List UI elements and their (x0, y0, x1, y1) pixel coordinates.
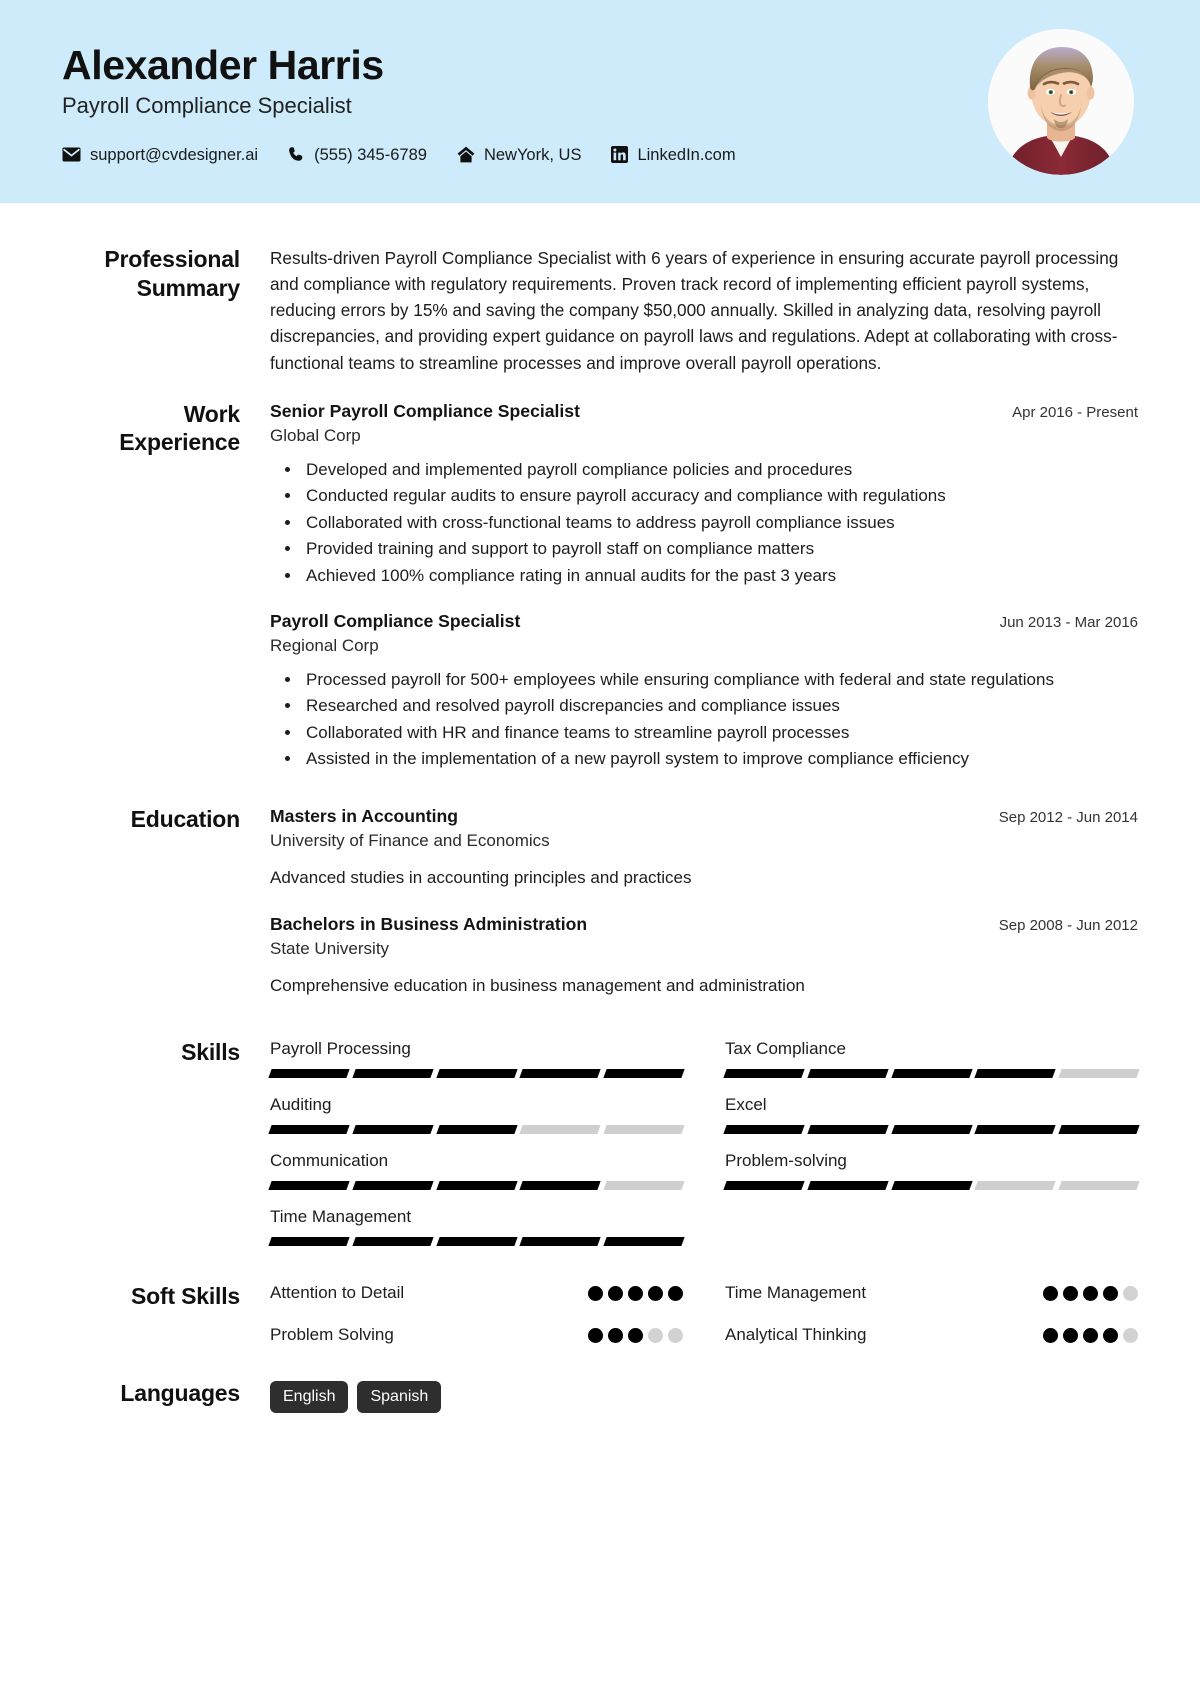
skill-bar-segment (604, 1069, 685, 1078)
experience-body (270, 398, 1138, 773)
languages-body (270, 1377, 1138, 1413)
skill-item (725, 1150, 1138, 1192)
avatar-photo (988, 29, 1134, 175)
page-title: Alexander Harris (62, 41, 384, 88)
skill-bar-segment (891, 1069, 972, 1078)
resume-body (0, 203, 1200, 1465)
skill-bar-segment (268, 1125, 349, 1134)
list-item: • Collaborated with cross-functional teams to address payroll compliance issues (302, 510, 1138, 536)
experience-entry-head (270, 400, 1138, 423)
skill-item (725, 1038, 1138, 1080)
education-body (270, 803, 1138, 998)
soft-skill-rating-dots (1043, 1286, 1138, 1301)
soft-skill-name: Time Management (725, 1283, 867, 1303)
rating-dot (1063, 1286, 1078, 1301)
soft-skill-name: Analytical Thinking (725, 1325, 867, 1345)
education-school: University of Finance and Economics (270, 830, 550, 850)
list-item: • Developed and implemented payroll compliance policies and procedures (302, 457, 1138, 483)
skill-name: Payroll Processing (270, 1038, 411, 1058)
section-skills (62, 1036, 1138, 1248)
skill-name: Time Management (270, 1207, 412, 1227)
experience-title: Senior Payroll Compliance Specialist (270, 400, 580, 421)
rating-dot (648, 1328, 663, 1343)
skill-item (270, 1150, 683, 1192)
contact-linkedin-text: LinkedIn.com (637, 145, 736, 164)
education-entry-head (270, 805, 1138, 828)
skill-bar-segment (520, 1237, 601, 1246)
contact-email[interactable] (62, 147, 258, 164)
education-school: State University (270, 939, 390, 959)
section-languages (62, 1377, 1138, 1413)
skill-bar-segment (520, 1181, 601, 1190)
list-item: • Provided training and support to payroll staff on compliance matters (302, 536, 1138, 562)
skill-bar-segment (436, 1125, 517, 1134)
skill-bar-segment (807, 1181, 888, 1190)
skill-name: Tax Compliance (725, 1038, 846, 1058)
skill-name: Auditing (270, 1095, 332, 1115)
skill-bar-segment (1059, 1181, 1140, 1190)
language-chip: English (270, 1381, 348, 1413)
header-identity-block (62, 40, 736, 164)
home-icon (457, 146, 475, 163)
soft-skill-rating-dots (588, 1286, 683, 1301)
skill-bar-segment (975, 1125, 1056, 1134)
rating-dot (648, 1286, 663, 1301)
rating-dot (608, 1328, 623, 1343)
skill-bar-segment (268, 1237, 349, 1246)
skill-bar-segment (520, 1125, 601, 1134)
skill-bar-segment (975, 1069, 1056, 1078)
skills-grid (270, 1038, 1138, 1248)
experience-bullets (270, 667, 1138, 772)
rating-dot (1063, 1328, 1078, 1343)
contact-phone[interactable] (288, 146, 427, 163)
experience-company: Global Corp (270, 425, 361, 445)
experience-entry (270, 610, 1138, 772)
soft-skill-rating-dots (1043, 1328, 1138, 1343)
summary-text: Results-driven Payroll Compliance Specialist with 6 years of experience in ensuring accurate payroll processing and compliance with regulatory requirements. Proven track record of implementing efficient payroll systems, reducing errors by 15% and saving the company $50,000 annually. Skilled in analyzing data, resolving payroll discrepancies, and providing expert guidance on payroll laws and regulations. Adept at collaborating with cross-functional teams to streamline processes and improve overall payroll operations. (270, 248, 1119, 373)
soft-skill-name: Attention to Detail (270, 1283, 405, 1303)
education-entry (270, 805, 1138, 890)
summary-body (270, 243, 1138, 376)
rating-dot (1043, 1286, 1058, 1301)
skills-body (270, 1036, 1138, 1248)
soft-skill-item (725, 1282, 1138, 1304)
skill-level-bar (725, 1125, 1138, 1134)
skill-bar-segment (520, 1069, 601, 1078)
soft-skills-body (270, 1280, 1138, 1346)
experience-entry (270, 400, 1138, 588)
skill-level-bar (270, 1237, 683, 1246)
skill-bar-segment (352, 1069, 433, 1078)
education-degree: Masters in Accounting (270, 805, 459, 826)
experience-date: Apr 2016 - Present (1012, 403, 1138, 421)
education-description: Advanced studies in accounting principles and practices (270, 867, 692, 887)
education-degree: Bachelors in Business Administration (270, 914, 588, 935)
soft-skills-grid (270, 1282, 1138, 1346)
rating-dot (668, 1328, 683, 1343)
contact-linkedin[interactable] (611, 146, 735, 163)
phone-icon (288, 146, 305, 163)
skill-item (270, 1038, 683, 1080)
job-title: Payroll Compliance Specialist (62, 93, 352, 119)
skill-bar-segment (891, 1181, 972, 1190)
section-work-experience (62, 398, 1138, 773)
skill-item (270, 1206, 683, 1248)
rating-dot (668, 1286, 683, 1301)
skill-bar-segment (891, 1125, 972, 1134)
skill-bar-segment (1059, 1125, 1140, 1134)
skill-bar-segment (268, 1069, 349, 1078)
section-label-soft-skills: Soft Skills (131, 1283, 240, 1310)
avatar (988, 29, 1134, 175)
skill-bar-segment (604, 1181, 685, 1190)
skill-bar-segment (723, 1069, 804, 1078)
skill-bar-segment (975, 1181, 1056, 1190)
soft-skill-item (270, 1282, 683, 1304)
experience-title: Payroll Compliance Specialist (270, 611, 521, 631)
experience-company: Regional Corp (270, 635, 379, 655)
section-education (62, 803, 1138, 998)
skill-bar-segment (807, 1069, 888, 1078)
soft-skill-name: Problem Solving (270, 1325, 394, 1345)
experience-entry-head (270, 610, 1138, 633)
skill-bar-segment (723, 1125, 804, 1134)
contact-email-text: support@cvdesigner.ai (90, 145, 259, 164)
contact-location[interactable] (457, 146, 582, 163)
list-item: • Processed payroll for 500+ employees while ensuring compliance with federal and state regulations (302, 667, 1138, 693)
skill-bar-segment (352, 1125, 433, 1134)
linkedin-icon (611, 146, 628, 163)
language-chip: Spanish (357, 1381, 441, 1413)
section-label-skills: Skills (181, 1038, 240, 1065)
skill-name: Excel (725, 1095, 767, 1115)
skill-bar-segment (436, 1237, 517, 1246)
experience-bullets (270, 457, 1138, 589)
resume-header (0, 0, 1200, 203)
soft-skill-item (725, 1324, 1138, 1346)
skill-level-bar (725, 1069, 1138, 1078)
skill-bar-segment (436, 1069, 517, 1078)
skill-name: Communication (270, 1151, 389, 1171)
education-description: Comprehensive education in business management and administration (270, 976, 805, 996)
skill-bar-segment (604, 1125, 685, 1134)
section-label-experience: Work Experience (119, 400, 240, 456)
skill-bar-segment (604, 1237, 685, 1246)
section-label-education: Education (130, 805, 240, 832)
education-date: Sep 2008 - Jun 2012 (998, 917, 1138, 935)
rating-dot (1123, 1328, 1138, 1343)
rating-dot (588, 1286, 603, 1301)
rating-dot (1103, 1286, 1118, 1301)
section-professional-summary (62, 243, 1138, 376)
list-item: • Assisted in the implementation of a new payroll system to improve compliance efficiency (302, 746, 1138, 772)
rating-dot (1083, 1328, 1098, 1343)
skill-item (270, 1094, 683, 1136)
section-label-languages: Languages (120, 1379, 240, 1406)
skill-level-bar (270, 1125, 683, 1134)
education-date: Sep 2012 - Jun 2014 (998, 808, 1138, 826)
email-icon (62, 147, 81, 162)
skill-bar-segment (268, 1181, 349, 1190)
soft-skill-item (270, 1324, 683, 1346)
skill-level-bar (270, 1069, 683, 1078)
skill-bar-segment (436, 1181, 517, 1190)
skill-bar-segment (352, 1237, 433, 1246)
rating-dot (608, 1286, 623, 1301)
contact-phone-text: (555) 345-6789 (314, 145, 427, 164)
skill-level-bar (725, 1181, 1138, 1190)
language-chip-row (270, 1379, 1138, 1413)
section-label-summary: Professional Summary (104, 246, 240, 301)
rating-dot (628, 1286, 643, 1301)
rating-dot (1043, 1328, 1058, 1343)
skill-item (725, 1094, 1138, 1136)
rating-dot (1123, 1286, 1138, 1301)
skill-bar-segment (807, 1125, 888, 1134)
experience-date: Jun 2013 - Mar 2016 (999, 614, 1138, 631)
skill-bar-segment (1059, 1069, 1140, 1078)
education-entry-head (270, 913, 1138, 936)
contact-row (62, 146, 736, 163)
list-item: • Researched and resolved payroll discrepancies and compliance issues (302, 693, 1138, 719)
soft-skill-rating-dots (588, 1328, 683, 1343)
rating-dot (1103, 1328, 1118, 1343)
skill-bar-segment (352, 1181, 433, 1190)
rating-dot (1083, 1286, 1098, 1301)
skill-name: Problem-solving (725, 1151, 847, 1171)
education-entry (270, 913, 1138, 998)
contact-location-text: NewYork, US (483, 145, 582, 164)
rating-dot (628, 1328, 643, 1343)
skill-level-bar (270, 1181, 683, 1190)
skill-bar-segment (723, 1181, 804, 1190)
list-item: • Conducted regular audits to ensure payroll accuracy and compliance with regulations (302, 483, 1138, 509)
list-item: • Achieved 100% compliance rating in annual audits for the past 3 years (302, 563, 1138, 589)
rating-dot (588, 1328, 603, 1343)
list-item: • Collaborated with HR and finance teams to streamline payroll processes (302, 720, 1138, 746)
section-soft-skills (62, 1280, 1138, 1346)
